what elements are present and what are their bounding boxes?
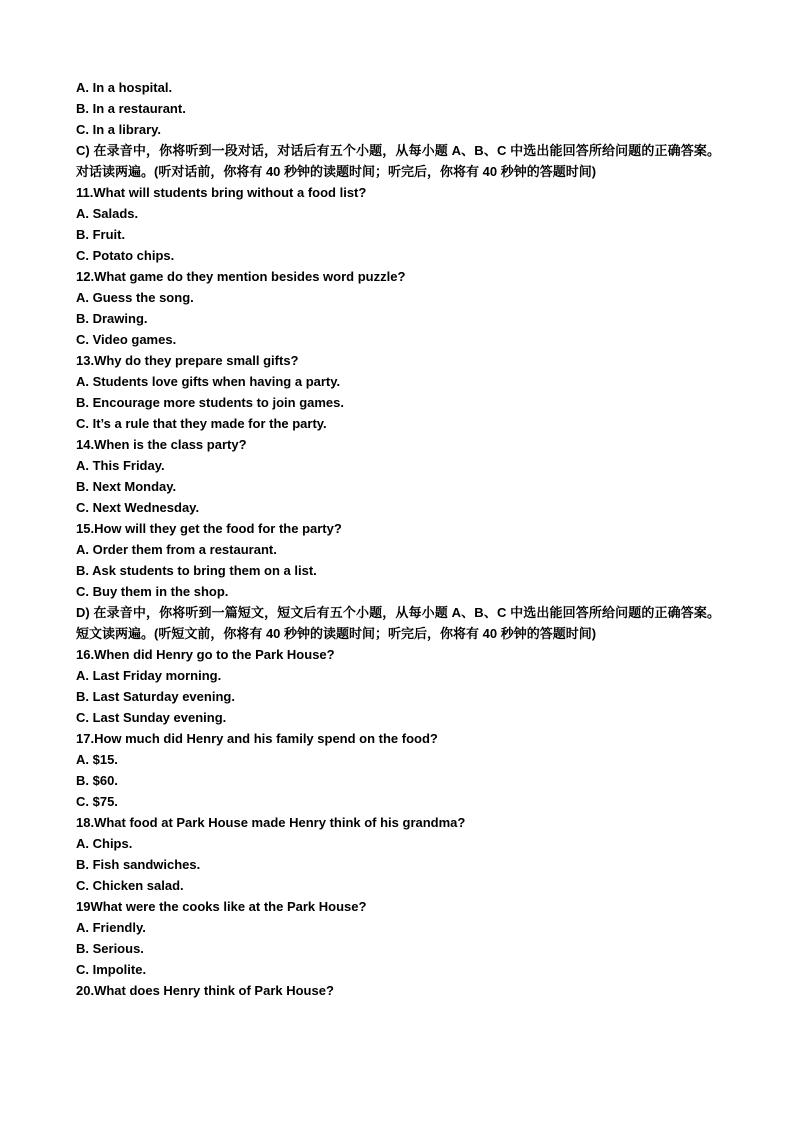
answer-option: A. Friendly. [76,920,146,935]
question-text: 20.What does Henry think of Park House? [76,983,334,998]
answer-option: B. Drawing. [76,311,148,326]
section-instructions: C) 在录音中，你将听到一段对话，对话后有五个小题，从每小题 A、B、C 中选出能回答所给问题的正确答案。对话读两遍。(听对话前，你将有 40 秒钟的读题时间；听完后，你将有 40 秒钟的答题时间) [76,143,720,179]
question-text: 14.When is the class party? [76,437,247,452]
answer-option: A. Last Friday morning. [76,668,222,683]
answer-option: A. Chips. [76,836,133,851]
question-text: 13.Why do they prepare small gifts? [76,353,299,368]
answer-option: B. $60. [76,773,118,788]
answer-option: C. $75. [76,794,118,809]
answer-option: B. Encourage more students to join games. [76,395,344,410]
answer-option: A. This Friday. [76,458,165,473]
answer-option: A. Order them from a restaurant. [76,542,277,557]
answer-option: B. Last Saturday evening. [76,689,235,704]
exam-page [76,77,720,1001]
answer-option: A. Guess the song. [76,290,194,305]
answer-option: B. Next Monday. [76,479,177,494]
answer-option: A. In a hospital. [76,80,173,95]
answer-option: C. Buy them in the shop. [76,584,229,599]
answer-option: B. Fish sandwiches. [76,857,201,872]
answer-option: B. Fruit. [76,227,126,242]
answer-option: C. Video games. [76,332,177,347]
question-text: 16.When did Henry go to the Park House? [76,647,335,662]
section-instructions: D) 在录音中，你将听到一篇短文，短文后有五个小题，从每小题 A、B、C 中选出能回答所给问题的正确答案。短文读两遍。(听短文前，你将有 40 秒钟的读题时间；听完后，你将有 40 秒钟的答题时间) [76,605,720,641]
question-text: 19What were the cooks like at the Park House? [76,899,367,914]
answer-option: C. Next Wednesday. [76,500,200,515]
answer-option: C. Impolite. [76,962,147,977]
answer-option: B. Serious. [76,941,144,956]
answer-option: B. Ask students to bring them on a list. [76,563,317,578]
question-text: 18.What food at Park House made Henry think of his grandma? [76,815,466,830]
answer-option: C. Chicken salad. [76,878,184,893]
answer-option: A. Salads. [76,206,139,221]
answer-option: C. In a library. [76,122,162,137]
question-text: 12.What game do they mention besides word puzzle? [76,269,406,284]
answer-option: B. In a restaurant. [76,101,186,116]
question-text: 15.How will they get the food for the party? [76,521,342,536]
question-text: 17.How much did Henry and his family spend on the food? [76,731,438,746]
answer-option: A. Students love gifts when having a party. [76,374,341,389]
question-text: 11.What will students bring without a food list? [76,185,367,200]
answer-option: C. It’s a rule that they made for the party. [76,416,327,431]
answer-option: C. Potato chips. [76,248,175,263]
answer-option: C. Last Sunday evening. [76,710,227,725]
answer-option: A. $15. [76,752,118,767]
